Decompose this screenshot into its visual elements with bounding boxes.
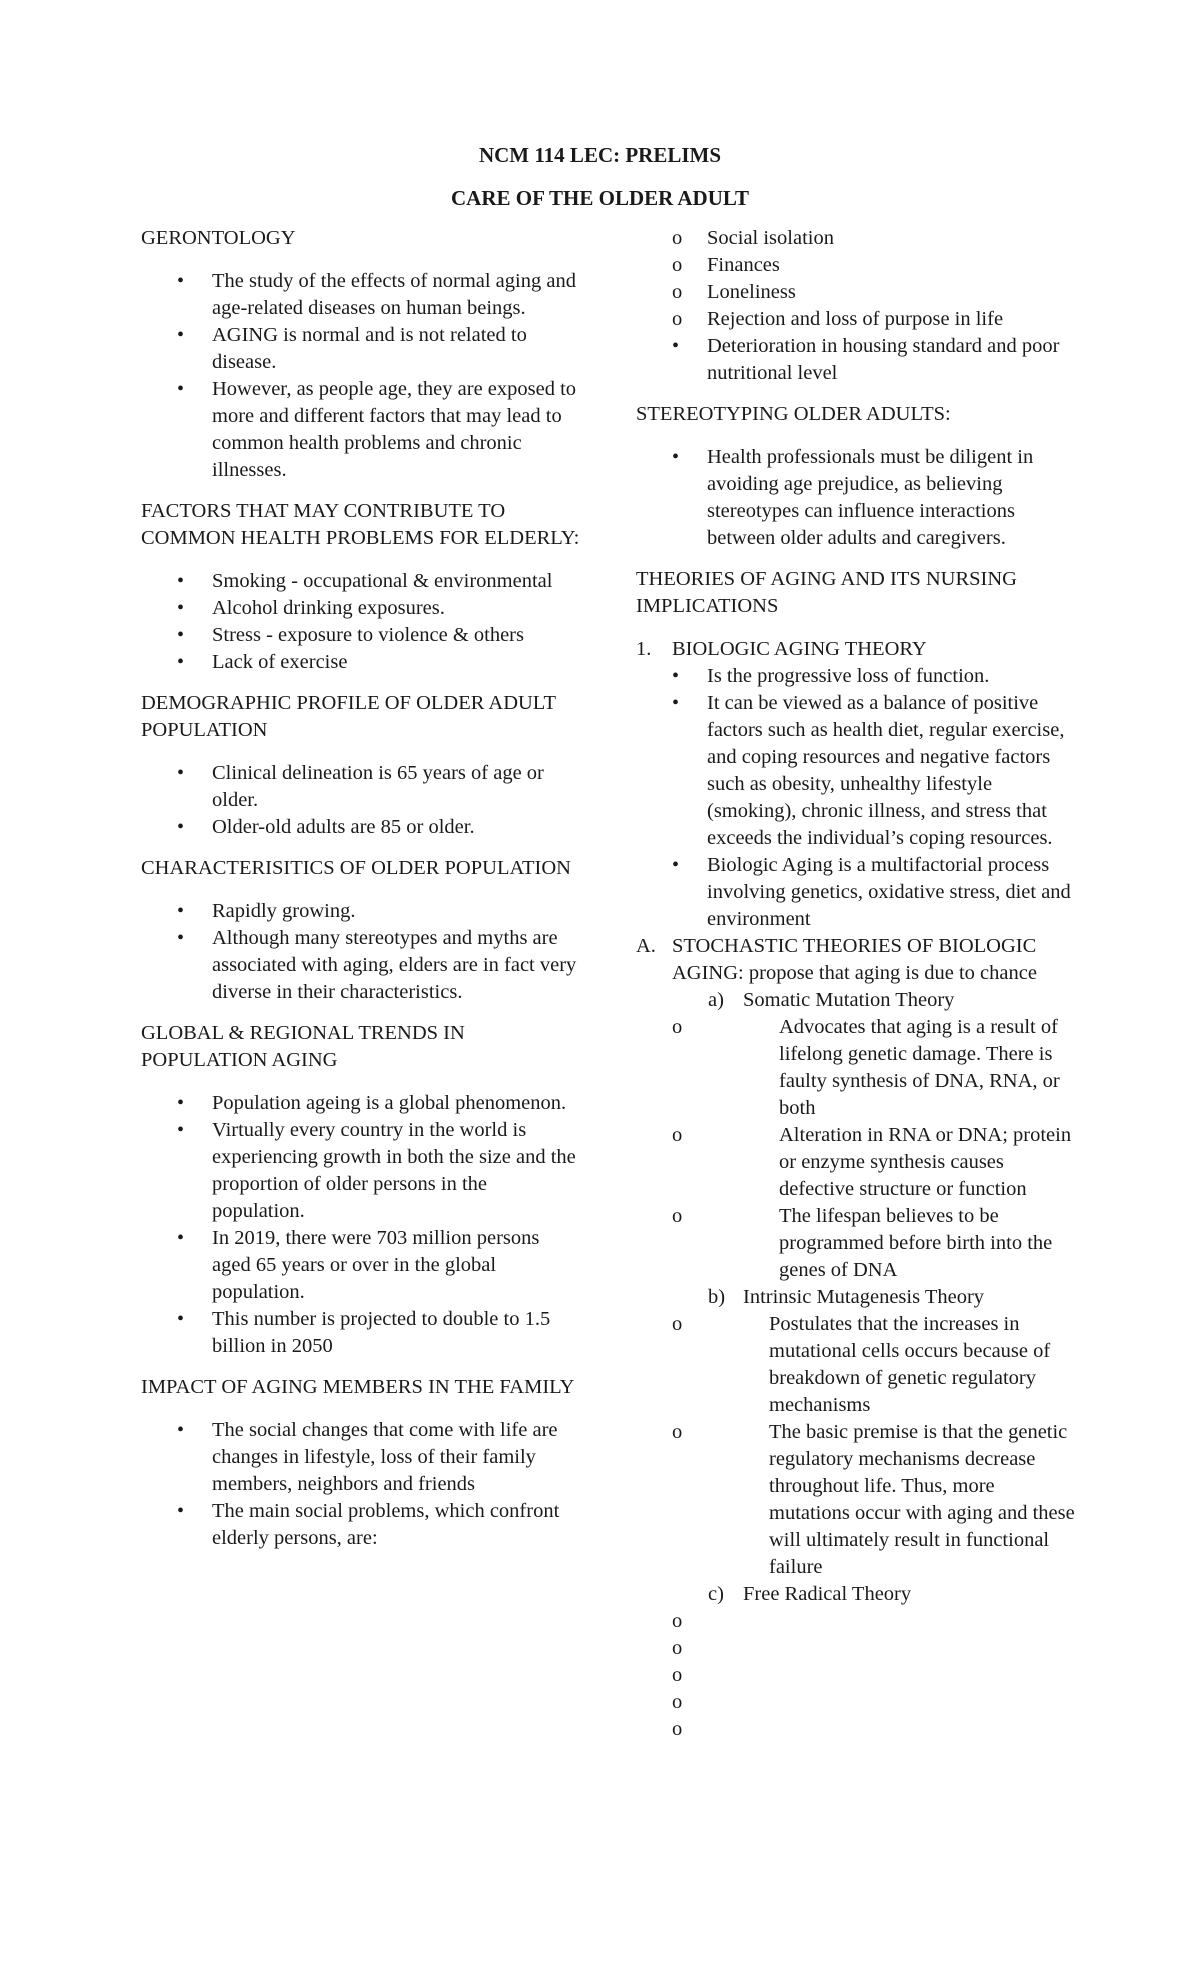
section-heading-gerontology: GERONTOLOGY [141, 227, 296, 249]
theory-title: Somatic Mutation Theory [743, 989, 955, 1011]
list-item: • Deterioration in housing standard and poor nutritional level [636, 333, 1076, 387]
list-letter: b) [708, 1286, 726, 1308]
list-item: • Stress - exposure to violence & others [141, 622, 581, 649]
list-item: • Clinical delineation is 65 years of age or older. [141, 760, 581, 814]
list-item: • Is the progressive loss of function. [636, 663, 1076, 690]
list-item: o Loneliness [636, 279, 1076, 306]
stereotyping-list [636, 444, 1076, 552]
trends-list [141, 1090, 581, 1360]
right-column [636, 225, 1076, 1743]
section-heading-trends: GLOBAL & REGIONAL TRENDS IN POPULATION AGING [141, 1022, 465, 1071]
list-item: o Social isolation [636, 225, 1076, 252]
theory-title: Intrinsic Mutagenesis Theory [743, 1286, 985, 1308]
list-item [636, 1689, 1076, 1716]
list-item: o Alteration in RNA or DNA; protein or enzyme synthesis causes defective structure or function [636, 1122, 1076, 1203]
section-heading-characteristics: CHARACTERISITICS OF OLDER POPULATION [141, 857, 571, 879]
list-item: • Population ageing is a global phenomenon. [141, 1090, 581, 1117]
list-item: • Older-old adults are 85 or older. [141, 814, 581, 841]
list-item: o Rejection and loss of purpose in life [636, 306, 1076, 333]
subsection-title: STOCHASTIC THEORIES OF BIOLOGIC AGING: propose that aging is due to chance [672, 935, 1037, 984]
list-item: • The study of the effects of normal aging and age-related diseases on human beings. [141, 268, 581, 322]
list-item: o The basic premise is that the genetic regulatory mechanisms decrease throughout life. Thus, more mutations occur with aging and these will ultimately result in functional failure [636, 1419, 1076, 1581]
biologic-aging-theory [636, 636, 1076, 663]
list-item: • Health professionals must be diligent in avoiding age prejudice, as believing stereotypes can influence interactions between older adults and caregivers. [636, 444, 1076, 552]
housing-list [636, 333, 1076, 387]
document-title: CARE OF THE OLDER ADULT [451, 186, 749, 210]
impact-list [141, 1417, 581, 1552]
free-radical-theory [636, 1581, 1076, 1608]
list-letter: A. [636, 935, 656, 957]
list-item: • The main social problems, which confront elderly persons, are: [141, 1498, 581, 1552]
gerontology-list [141, 268, 581, 484]
section-heading-demographic: DEMOGRAPHIC PROFILE OF OLDER ADULT POPULATION [141, 692, 556, 741]
demographic-list [141, 760, 581, 841]
list-item: • This number is projected to double to 1.5 billion in 2050 [141, 1306, 581, 1360]
list-number: 1. [636, 638, 652, 660]
list-item: • Alcohol drinking exposures. [141, 595, 581, 622]
list-item [636, 1716, 1076, 1743]
somatic-mutation-theory [636, 987, 1076, 1014]
free-radical-points [636, 1608, 1076, 1743]
left-column [141, 225, 581, 1566]
list-item: • However, as people age, they are exposed to more and different factors that may lead to common health problems and chronic illnesses. [141, 376, 581, 484]
somatic-points [636, 1014, 1076, 1284]
list-item: o Advocates that aging is a result of lifelong genetic damage. There is faulty synthesis of DNA, RNA, or both [636, 1014, 1076, 1122]
list-item [636, 1635, 1076, 1662]
subsection-title: BIOLOGIC AGING THEORY [672, 638, 927, 660]
list-item: o Finances [636, 252, 1076, 279]
biologic-list [636, 663, 1076, 933]
list-item: • Virtually every country in the world is experiencing growth in both the size and the proportion of older persons in the population. [141, 1117, 581, 1225]
list-item: • Lack of exercise [141, 649, 581, 676]
social-problems-list [636, 225, 1076, 333]
list-item: • Although many stereotypes and myths are associated with aging, elders are in fact very diverse in their characteristics. [141, 925, 581, 1006]
factors-list [141, 568, 581, 676]
list-item: o Postulates that the increases in mutational cells occurs because of breakdown of genetic regulatory mechanisms [636, 1311, 1076, 1419]
theory-title: Free Radical Theory [743, 1583, 912, 1605]
list-item: • It can be viewed as a balance of positive factors such as health diet, regular exercise, and coping resources and negative factors such as obesity, unhealthy lifestyle (smoking), chronic illness, and stress that exceeds the individual’s coping resources. [636, 690, 1076, 852]
intrinsic-points [636, 1311, 1076, 1581]
list-letter: c) [708, 1583, 724, 1605]
list-item: • Smoking - occupational & environmental [141, 568, 581, 595]
list-item [636, 1608, 1076, 1635]
list-item: • AGING is normal and is not related to disease. [141, 322, 581, 376]
list-item: • Rapidly growing. [141, 898, 581, 925]
list-item: o The lifespan believes to be programmed before birth into the genes of DNA [636, 1203, 1076, 1284]
list-item: • In 2019, there were 703 million persons aged 65 years or over in the global population. [141, 1225, 581, 1306]
section-heading-impact: IMPACT OF AGING MEMBERS IN THE FAMILY [141, 1376, 575, 1398]
characteristics-list [141, 898, 581, 1006]
list-letter: a) [708, 989, 724, 1011]
course-title: NCM 114 LEC: PRELIMS [478, 143, 722, 167]
intrinsic-mutagenesis-theory [636, 1284, 1076, 1311]
section-heading-stereotyping: STEREOTYPING OLDER ADULTS: [636, 403, 951, 425]
list-item: • Biologic Aging is a multifactorial process involving genetics, oxidative stress, diet and environment [636, 852, 1076, 933]
stochastic-theories [636, 933, 1076, 987]
list-item: • The social changes that come with life are changes in lifestyle, loss of their family members, neighbors and friends [141, 1417, 581, 1498]
section-heading-factors: FACTORS THAT MAY CONTRIBUTE TO COMMON HEALTH PROBLEMS FOR ELDERLY: [141, 500, 580, 549]
list-item [636, 1662, 1076, 1689]
section-heading-theories: THEORIES OF AGING AND ITS NURSING IMPLICATIONS [636, 568, 1017, 617]
